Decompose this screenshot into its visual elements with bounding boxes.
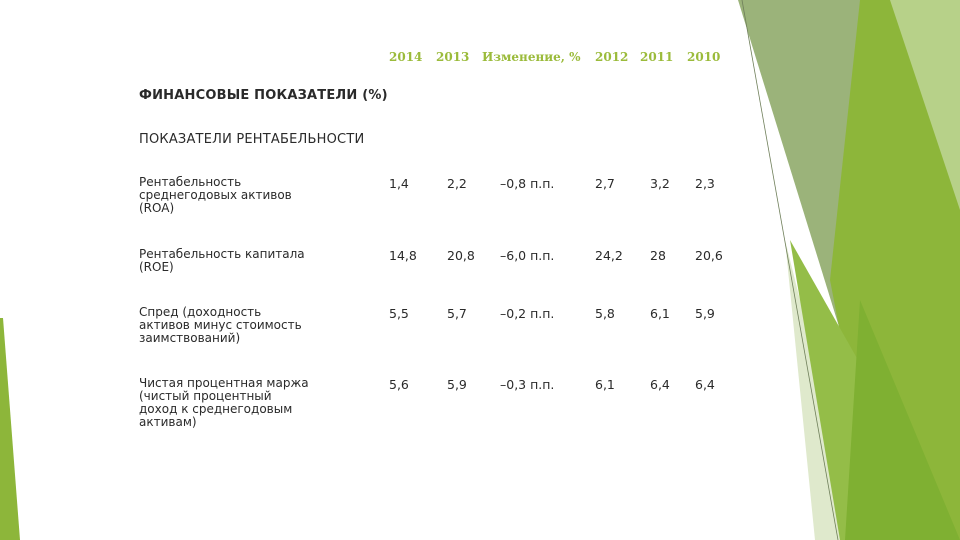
header-2010: 2010	[687, 50, 721, 64]
row-label-line: заимствований)	[139, 331, 241, 345]
cell-2010: 5,9	[695, 306, 715, 321]
header-2011: 2011	[640, 50, 674, 64]
section-profitability: ПОКАЗАТЕЛИ РЕНТАБЕЛЬНОСТИ	[139, 132, 365, 147]
cell-2010: 20,6	[695, 248, 723, 263]
left-green-sliver	[0, 318, 20, 540]
row-label	[139, 176, 349, 215]
cell-2013: 5,9	[447, 377, 467, 392]
row-label-line: активов минус стоимость	[139, 318, 302, 332]
cell-2010: 2,3	[695, 176, 715, 191]
row-label-line: (чистый процентный	[139, 389, 272, 403]
header-2013: 2013	[436, 50, 470, 64]
cell-2014: 5,6	[389, 377, 409, 392]
cell-change: –0,8 п.п.	[500, 176, 555, 191]
cell-2013: 5,7	[447, 306, 467, 321]
cell-2014: 5,5	[389, 306, 409, 321]
cell-change: –6,0 п.п.	[500, 248, 555, 263]
row-label-line: активам)	[139, 415, 197, 429]
row-label-line: Рентабельность	[139, 175, 242, 189]
cell-change: –0,2 п.п.	[500, 306, 555, 321]
year-header-row	[0, 50, 760, 70]
row-label-line: среднегодовых активов	[139, 188, 292, 202]
cell-2012: 24,2	[595, 248, 623, 263]
cell-2014: 14,8	[389, 248, 417, 263]
cell-2011: 6,1	[650, 306, 670, 321]
header-2012: 2012	[595, 50, 629, 64]
row-label-line: Рентабельность капитала	[139, 247, 305, 261]
cell-2012: 5,8	[595, 306, 615, 321]
row-label	[139, 377, 349, 429]
section-financial-indicators: ФИНАНСОВЫЕ ПОКАЗАТЕЛИ (%)	[139, 88, 388, 103]
cell-2012: 6,1	[595, 377, 615, 392]
cell-change: –0,3 п.п.	[500, 377, 555, 392]
cell-2013: 20,8	[447, 248, 475, 263]
header-change: Изменение, %	[482, 50, 581, 64]
header-2014: 2014	[389, 50, 423, 64]
row-label-line: Спред (доходность	[139, 305, 262, 319]
cell-2010: 6,4	[695, 377, 715, 392]
row-label	[139, 306, 349, 345]
cell-2013: 2,2	[447, 176, 467, 191]
cell-2011: 3,2	[650, 176, 670, 191]
cell-2011: 28	[650, 248, 666, 263]
row-label	[139, 248, 349, 274]
cell-2014: 1,4	[389, 176, 409, 191]
row-label-line: Чистая процентная маржа	[139, 376, 309, 390]
row-label-line: (ROE)	[139, 260, 174, 274]
cell-2011: 6,4	[650, 377, 670, 392]
row-label-line: доход к среднегодовым	[139, 402, 293, 416]
row-label-line: (ROA)	[139, 201, 175, 215]
cell-2012: 2,7	[595, 176, 615, 191]
